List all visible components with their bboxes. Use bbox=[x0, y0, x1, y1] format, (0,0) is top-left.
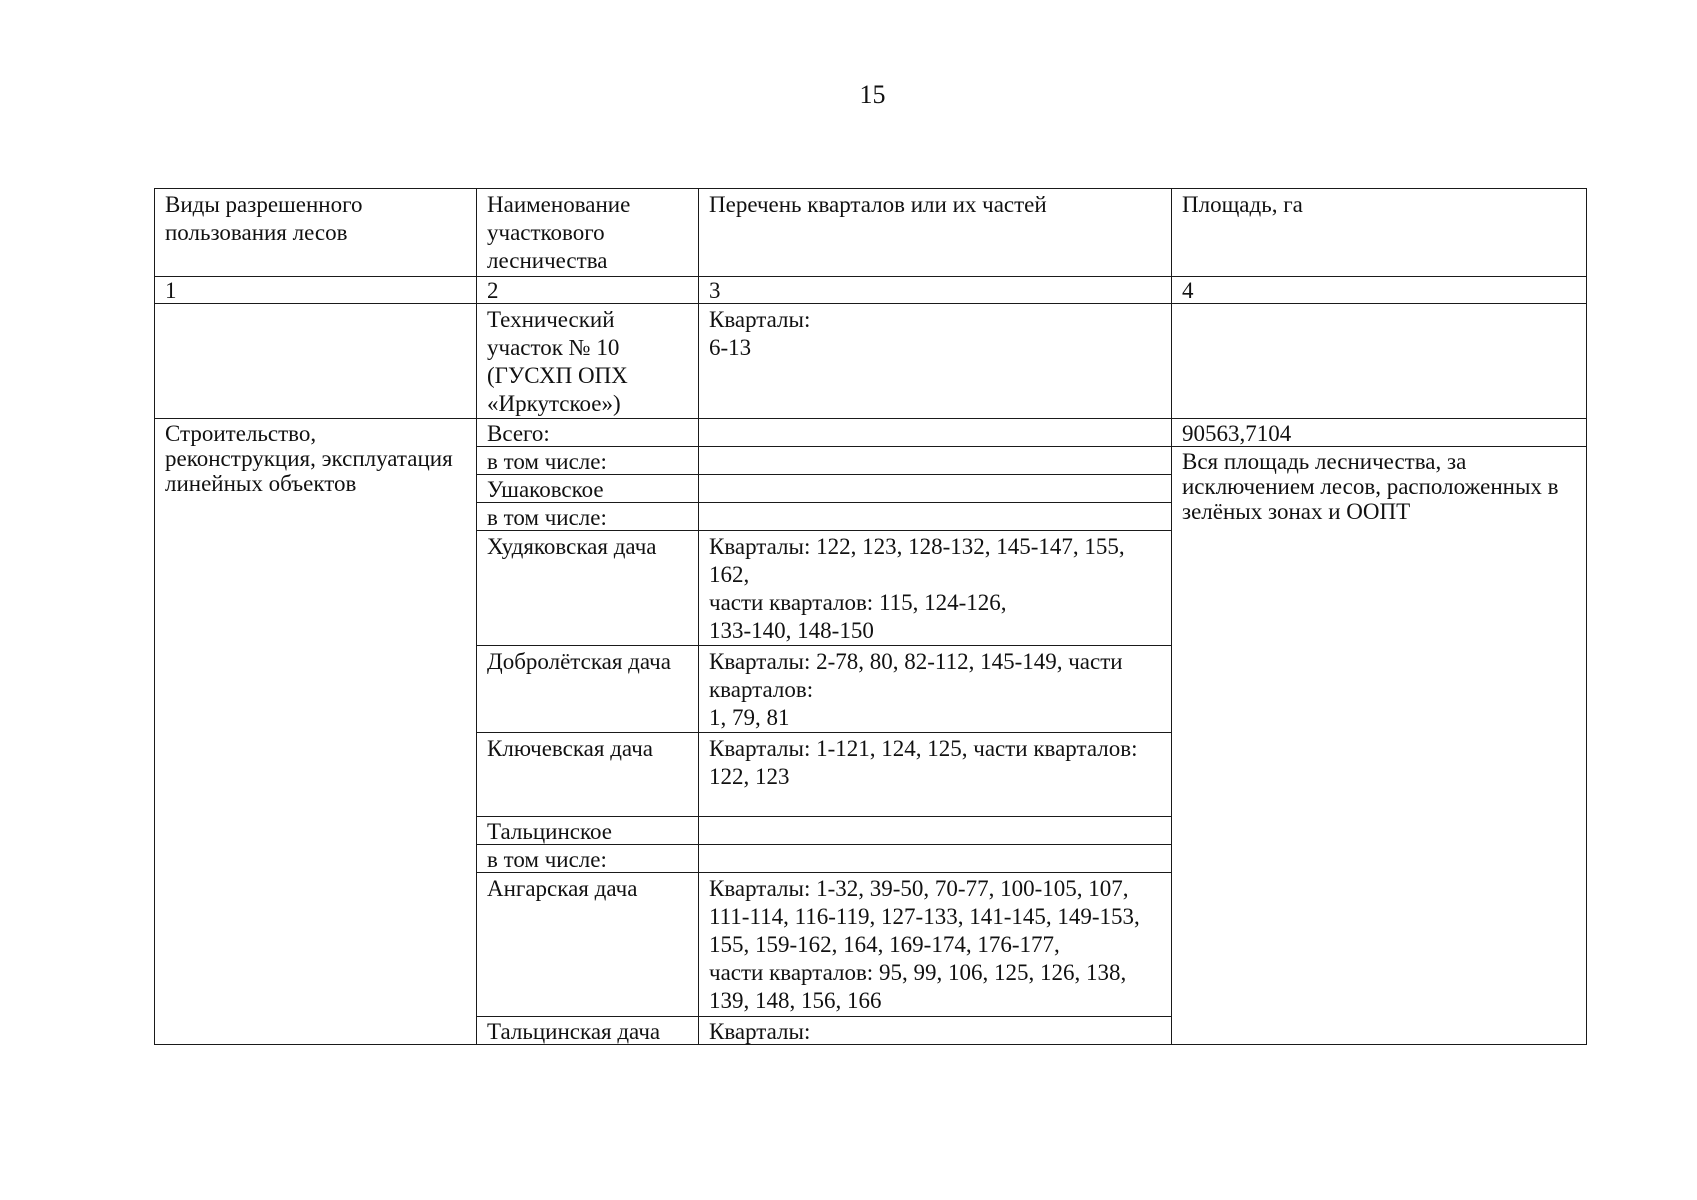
table-row bbox=[155, 304, 1587, 419]
header-quarters-list: Перечень кварталов или их частей bbox=[699, 189, 1172, 277]
quarters-cell bbox=[699, 817, 1172, 845]
forestry-name-cell: в том числе: bbox=[477, 447, 699, 475]
forestry-name-cell: Технический участок № 10 (ГУСХП ОПХ «Иркутское») bbox=[477, 304, 699, 419]
use-type-cell-empty bbox=[155, 304, 477, 419]
column-number: 2 bbox=[477, 277, 699, 304]
column-number: 4 bbox=[1172, 277, 1587, 304]
header-area: Площадь, га bbox=[1172, 189, 1587, 277]
quarters-cell: Кварталы: 1-32, 39-50, 70-77, 100-105, 107, 111-114, 116-119, 127-133, 141-145, 149-153, 155, 159-162, 164, 169-174, 176-177, части кварталов: 95, 99, 106, 125, 126, 138, 139, 148, 156, 166 bbox=[699, 873, 1172, 1017]
column-number: 1 bbox=[155, 277, 477, 304]
forestry-name-cell: Ключевская дача bbox=[477, 733, 699, 817]
quarters-cell: Кварталы: 6-13 bbox=[699, 304, 1172, 419]
quarters-cell: Кварталы: 1-121, 124, 125, части кварталов: 122, 123 bbox=[699, 733, 1172, 817]
forestry-name-cell: в том числе: bbox=[477, 503, 699, 531]
forestry-name-cell: Ангарская дача bbox=[477, 873, 699, 1017]
page-number: 15 bbox=[859, 80, 886, 109]
header-forestry-name: Наименование участкового лесничества bbox=[477, 189, 699, 277]
forest-use-table bbox=[154, 188, 1587, 1045]
quarters-cell bbox=[699, 475, 1172, 503]
area-cell-empty bbox=[1172, 304, 1587, 419]
forestry-name-cell: Ушаковское bbox=[477, 475, 699, 503]
column-number-row bbox=[155, 277, 1587, 304]
quarters-cell bbox=[699, 419, 1172, 447]
total-area-value: 90563,7104 bbox=[1172, 419, 1587, 447]
column-number: 3 bbox=[699, 277, 1172, 304]
quarters-cell bbox=[699, 447, 1172, 475]
quarters-cell: Кварталы: bbox=[699, 1017, 1172, 1045]
forestry-name-cell: Тальцинская дача bbox=[477, 1017, 699, 1045]
table-header-row bbox=[155, 189, 1587, 277]
forestry-name-cell: Всего: bbox=[477, 419, 699, 447]
quarters-cell: Кварталы: 122, 123, 128-132, 145-147, 155, 162, части кварталов: 115, 124-126, 133-140, 148-150 bbox=[699, 531, 1172, 646]
quarters-cell: Кварталы: 2-78, 80, 82-112, 145-149, части кварталов: 1, 79, 81 bbox=[699, 646, 1172, 733]
area-note: Вся площадь лесничества, за исключением лесов, расположенных в зелёных зонах и ООПТ bbox=[1172, 447, 1587, 1045]
table-row bbox=[155, 419, 1587, 447]
forestry-name-cell: Добролётская дача bbox=[477, 646, 699, 733]
use-type-construction: Строительство, реконструкция, эксплуатация линейных объектов bbox=[155, 419, 477, 1045]
forestry-name-cell: в том числе: bbox=[477, 845, 699, 873]
quarters-cell bbox=[699, 845, 1172, 873]
quarters-cell bbox=[699, 503, 1172, 531]
header-use-type: Виды разрешенного пользования лесов bbox=[155, 189, 477, 277]
forestry-name-cell: Тальцинское bbox=[477, 817, 699, 845]
forestry-name-cell: Худяковская дача bbox=[477, 531, 699, 646]
